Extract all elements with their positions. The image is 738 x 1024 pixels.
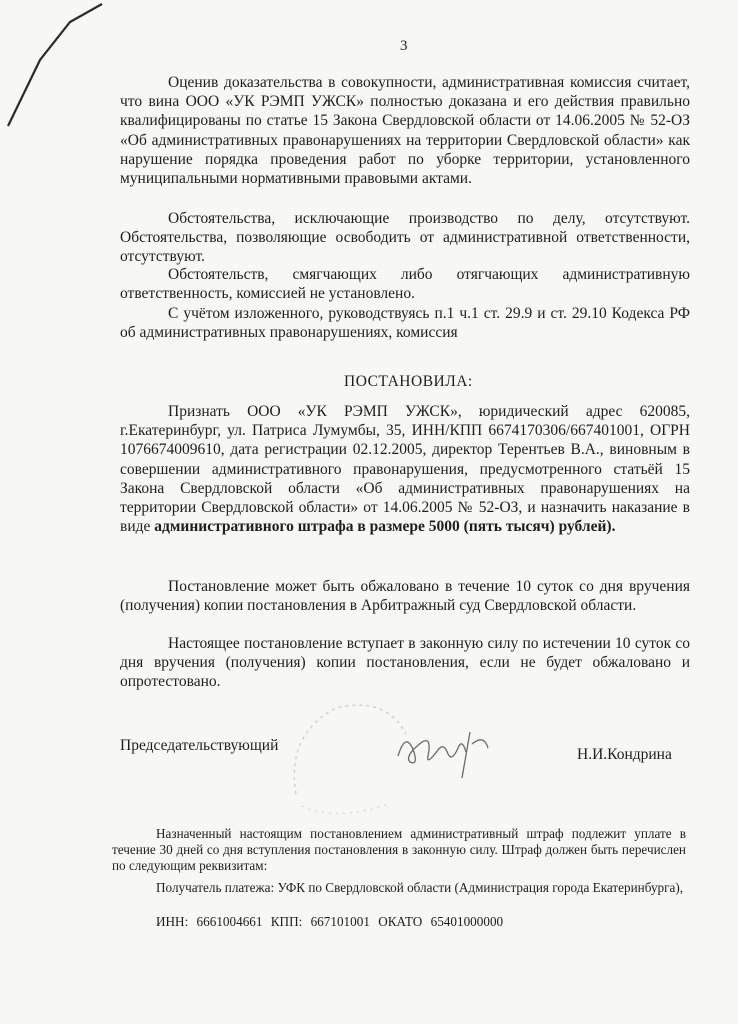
paragraph-decision (120, 402, 690, 536)
handwritten-signature-image (392, 712, 502, 782)
signer-name: Н.И.Кондрина (577, 746, 672, 763)
paragraph-appeal: Постановление может быть обжаловано в течение 10 суток со дня вручения (получения) копии постановления в Арбитражный суд Свердловской области. (120, 578, 690, 615)
page-number: 3 (400, 38, 408, 54)
paragraph-evidence-assessment: Оценив доказательства в совокупности, административная комиссия считает, что вина ООО «УК РЭМП УЖСК» полностью доказана и его действия правильно квалифицированы по статье 15 Закона Свердловской области от 14.06.2005 № 52-ОЗ «Об административных правонарушениях на территории Свердловской области» как нарушение порядка проведения работ по уборке территории, установленного муниципальными нормативными правовыми актами. (120, 74, 690, 188)
paragraph-legal-basis: С учётом изложенного, руководствуясь п.1 ч.1 ст. 29.9 и ст. 29.10 Кодекса РФ об административных правонарушениях, комиссия (120, 305, 690, 342)
scan-edge-mark (0, 0, 120, 130)
decision-penalty: административного штрафа в размере 5000 (пять тысяч) рублей). (154, 518, 616, 536)
payment-note-recipient: Получатель платежа: УФК по Свердловской области (Администрация города Екатеринбурга), (156, 880, 684, 895)
paragraph-effective: Настоящее постановление вступает в законную силу по истечении 10 суток со дня вручения (получения) копии постановления, если не будет обжаловано и опротестовано. (120, 635, 690, 691)
paragraph-no-aggravation: Обстоятельств, смягчающих либо отягчающих административную ответственность, комиссией не установлено. (120, 266, 690, 303)
decision-text: Признать ООО «УК РЭМП УЖСК», юридический адрес 620085, г.Екатеринбург, ул. Патриса Лумумбы, 35, ИНН/КПП 6674170306/667401001, ОГРН 1076674009610, дата регистрации 02.12.2005, директор Терентьев В.А., виновным в совершении административного правонарушения, предусмотренного статьёй 15 Закона Свердловской области «Об административных правонарушениях на территории Свердловской области» от 14.06.2005 № 52-ОЗ, и назначить наказание в виде (120, 403, 690, 536)
payment-note-intro: Назначенный настоящим постановлением административный штраф подлежит уплате в течение 30 дней со дня вступления постановления в законную силу. Штраф должен быть перечислен по следующим реквизитам: (112, 826, 686, 874)
payment-note-requisites: ИНН: 6661004661 КПП: 667101001 ОКАТО 65401000000 (156, 914, 504, 929)
decision-heading: ПОСТАНОВИЛА: (344, 373, 473, 390)
chairperson-label: Председательствующий (120, 737, 279, 754)
paragraph-no-exclusion: Обстоятельства, исключающие производство по делу, отсутствуют. Обстоятельства, позволяющие освободить от административной ответственности, отсутствуют. (120, 210, 690, 266)
